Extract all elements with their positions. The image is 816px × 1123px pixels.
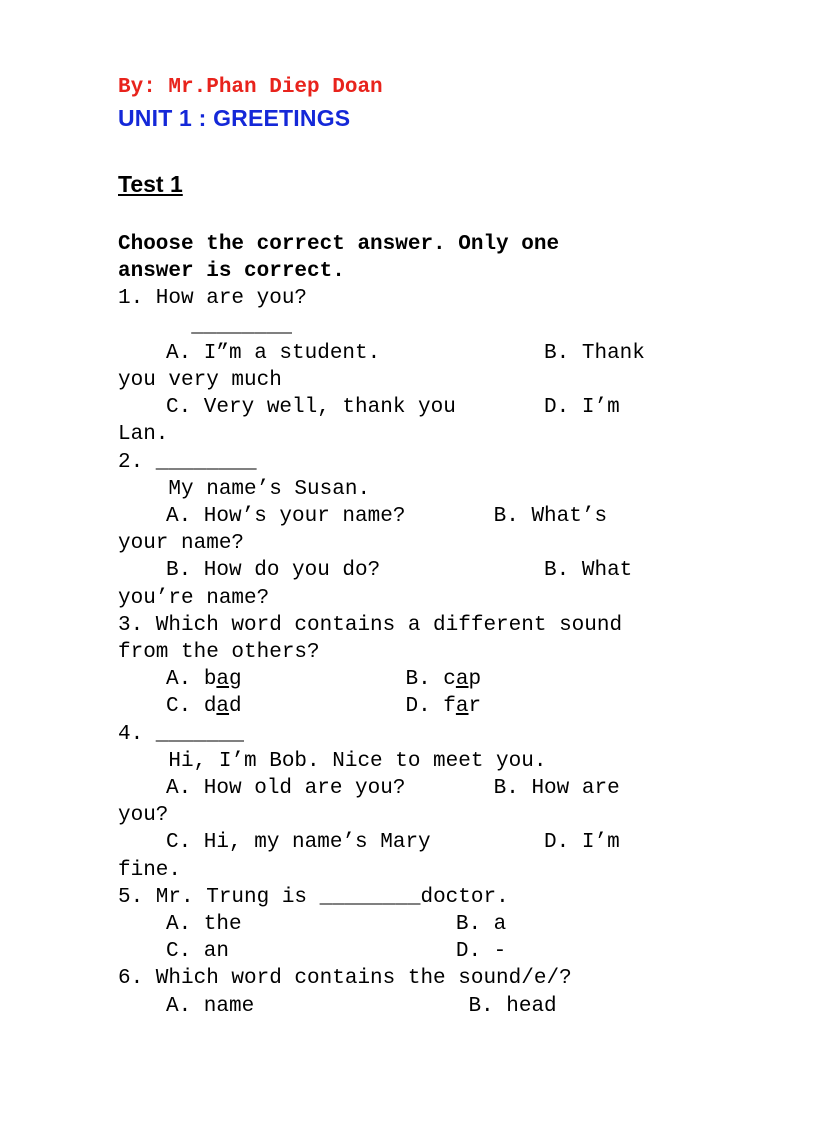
q2-answer: My name’s Susan. [118,477,371,501]
test-title: Test 1 [118,171,183,197]
q4-option-row-ab: A. How old are you? B. How are [166,777,620,801]
q5-blank: ________ [319,885,421,909]
q4-option-row-ab-wrap: you? [118,804,169,828]
q6-option-row-ab: A. name B. head [166,994,557,1018]
q2-option-row-ab: A. How’s your name? B. What’s [166,505,608,529]
q3-option-row-ab [118,666,738,693]
q3-option-c-mark: a [216,695,230,719]
question-body [118,231,738,1020]
q1-option-row-cd: C. Very well, thank you D. I’m [166,396,620,420]
q3-option-c: C. dad [166,695,242,719]
q1-option-row-cd-wrap: Lan. [118,423,169,447]
q3-option-a-mark: a [216,668,230,692]
q1-option-row-ab-wrap: you very much [118,369,282,393]
q2-prompt: 2. ________ [118,450,257,474]
q5-prompt: 5. Mr. Trung is ________doctor. [118,885,509,909]
q3-option-row-cd [118,693,738,720]
q3-prompt-line-2: from the others? [118,641,320,665]
q3-option-a: A. bag [166,668,242,692]
q3-option-d-mark: a [455,695,469,719]
q4-option-row-cd-wrap: fine. [118,858,182,882]
q4-answer: Hi, I’m Bob. Nice to meet you. [118,749,547,773]
author-line: By: Mr.Phan Diep Doan [118,76,383,99]
q4-option-row-cd: C. Hi, my name’s Mary D. I’m [166,831,620,855]
q3-option-b: B. cap [405,668,482,692]
q4-prompt: 4. _______ [118,722,245,746]
q1-prompt: 1. How are you? [118,287,308,311]
q2-option-row-bb-wrap: you’re name? [118,586,270,610]
q6-prompt: 6. Which word contains the sound/e/? [118,967,572,991]
instruction-line-2: answer is correct. [118,260,345,284]
q1-option-row-ab: A. I”m a student. B. Thank [166,341,645,365]
q2-option-row-bb: B. How do you do? B. What [166,559,633,583]
q5-option-row-ab: A. the B. a [166,913,507,937]
q3-option-b-mark: a [455,668,469,692]
q1-blank: ________ [166,314,293,338]
worksheet-page [118,74,738,1018]
q5-option-row-cd: C. an D. - [166,940,507,964]
instruction-line-1: Choose the correct answer. Only one [118,233,560,256]
unit-title: UNIT 1 : GREETINGS [118,105,351,131]
q3-prompt-line-1: 3. Which word contains a different sound [118,613,623,637]
q2-option-row-ab-wrap: your name? [118,532,245,556]
q3-option-d: D. far [405,695,482,719]
